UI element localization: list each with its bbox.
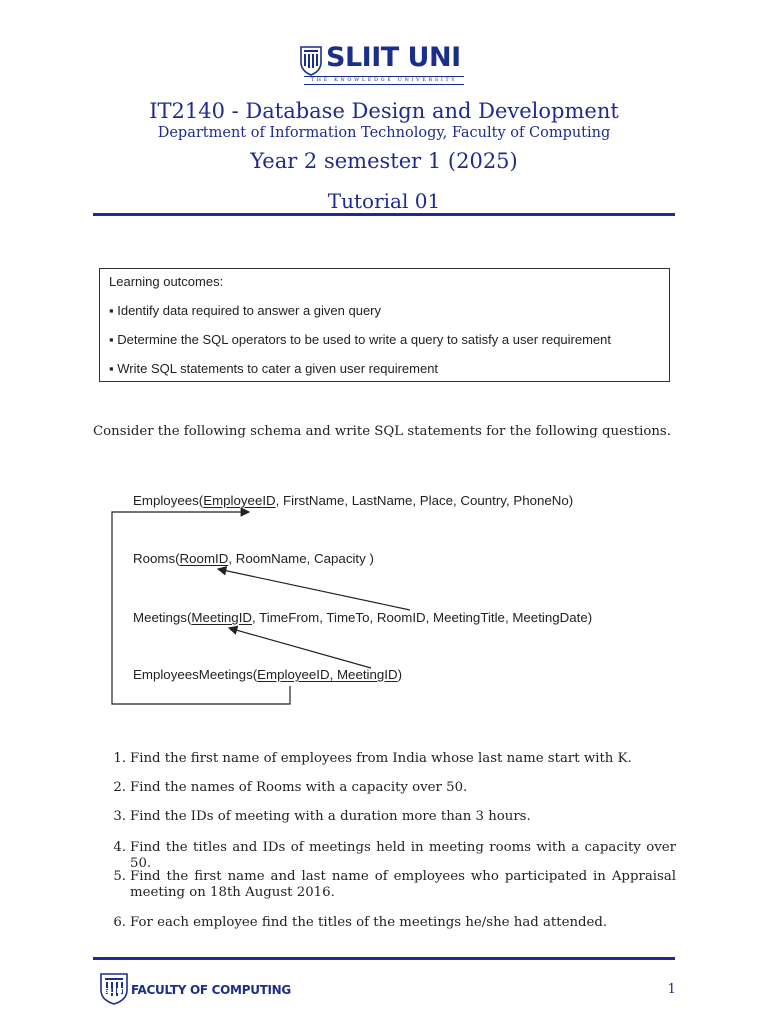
intro-text: Consider the following schema and write SQL statements for the following questions. xyxy=(93,424,671,439)
question-number: 6. xyxy=(113,915,126,930)
question-text: Find the names of Rooms with a capacity over 50. xyxy=(130,780,468,795)
department-line: Department of Information Technology, Faculty of Computing xyxy=(157,125,611,141)
learning-outcome-text: Write SQL statements to cater a given user requirement xyxy=(117,361,439,376)
logo-tagline: THE KNOWLEDGE UNIVERSITY xyxy=(304,76,464,85)
learning-outcomes-heading: Learning outcomes: xyxy=(109,274,224,289)
question-text: Find the titles and IDs of meetings held in meeting rooms with a capacity over 50. xyxy=(130,840,676,871)
primary-key: EmployeeID xyxy=(203,493,276,508)
primary-key: MeetingID xyxy=(191,610,252,625)
footer-rule xyxy=(93,957,675,960)
table-attributes: , FirstName, LastName, Place, Country, PhoneNo) xyxy=(275,493,574,508)
primary-key: EmployeeID, MeetingID xyxy=(257,667,398,682)
table-attributes: , RoomName, Capacity ) xyxy=(228,551,374,566)
question-text: For each employee find the titles of the meetings he/she had attended. xyxy=(130,915,608,930)
question-number: 4. xyxy=(113,840,126,855)
year-semester: Year 2 semester 1 (2025) xyxy=(250,149,518,173)
crest-lettering: SLIIT xyxy=(104,987,124,995)
course-title: IT2140 - Database Design and Development xyxy=(149,99,619,123)
schema-rooms xyxy=(133,551,374,566)
question-number: 2. xyxy=(113,780,126,795)
table-attributes: , TimeFrom, TimeTo, RoomID, MeetingTitle, MeetingDate) xyxy=(252,610,593,625)
schema-employees xyxy=(133,493,573,508)
bullet-icon: ▪ xyxy=(109,303,114,318)
faculty-name: FACULTY OF COMPUTING xyxy=(131,983,291,997)
question-number: 3. xyxy=(113,809,126,824)
primary-key: RoomID xyxy=(179,551,229,566)
schema-employees-meetings xyxy=(133,667,402,682)
fk-roomid-arrow xyxy=(218,569,410,610)
page-number: 1 xyxy=(667,982,676,997)
table-name: Meetings( xyxy=(133,610,192,625)
learning-outcome-text: Identify data required to answer a given query xyxy=(117,303,382,318)
question-text: Find the IDs of meeting with a duration more than 3 hours. xyxy=(130,809,531,824)
schema-meetings xyxy=(133,610,592,625)
table-name: EmployeesMeetings( xyxy=(133,667,258,682)
faculty-crest-icon xyxy=(99,973,129,1005)
question-text: Find the first name of employees from India whose last name start with K. xyxy=(130,751,632,766)
bullet-icon: ▪ xyxy=(109,332,114,347)
table-name: Employees( xyxy=(133,493,204,508)
table-attributes: ) xyxy=(397,667,403,682)
question-text: Find the first name and last name of employees who participated in Appraisal meeting on 18th August 2016. xyxy=(130,869,676,900)
tutorial-title: Tutorial 01 xyxy=(327,189,441,213)
question-number: 1. xyxy=(113,751,126,766)
bullet-icon: ▪ xyxy=(109,361,114,376)
faculty-of-computing-logo xyxy=(99,973,291,1007)
learning-outcome-text: Determine the SQL operators to be used to write a query to satisfy a user requirement xyxy=(117,332,611,347)
table-name: Rooms( xyxy=(133,551,180,566)
logo-wordmark: SLIIT UNI xyxy=(326,42,461,73)
question-number: 5. xyxy=(113,869,126,884)
fk-meetingid-arrow xyxy=(229,628,371,668)
